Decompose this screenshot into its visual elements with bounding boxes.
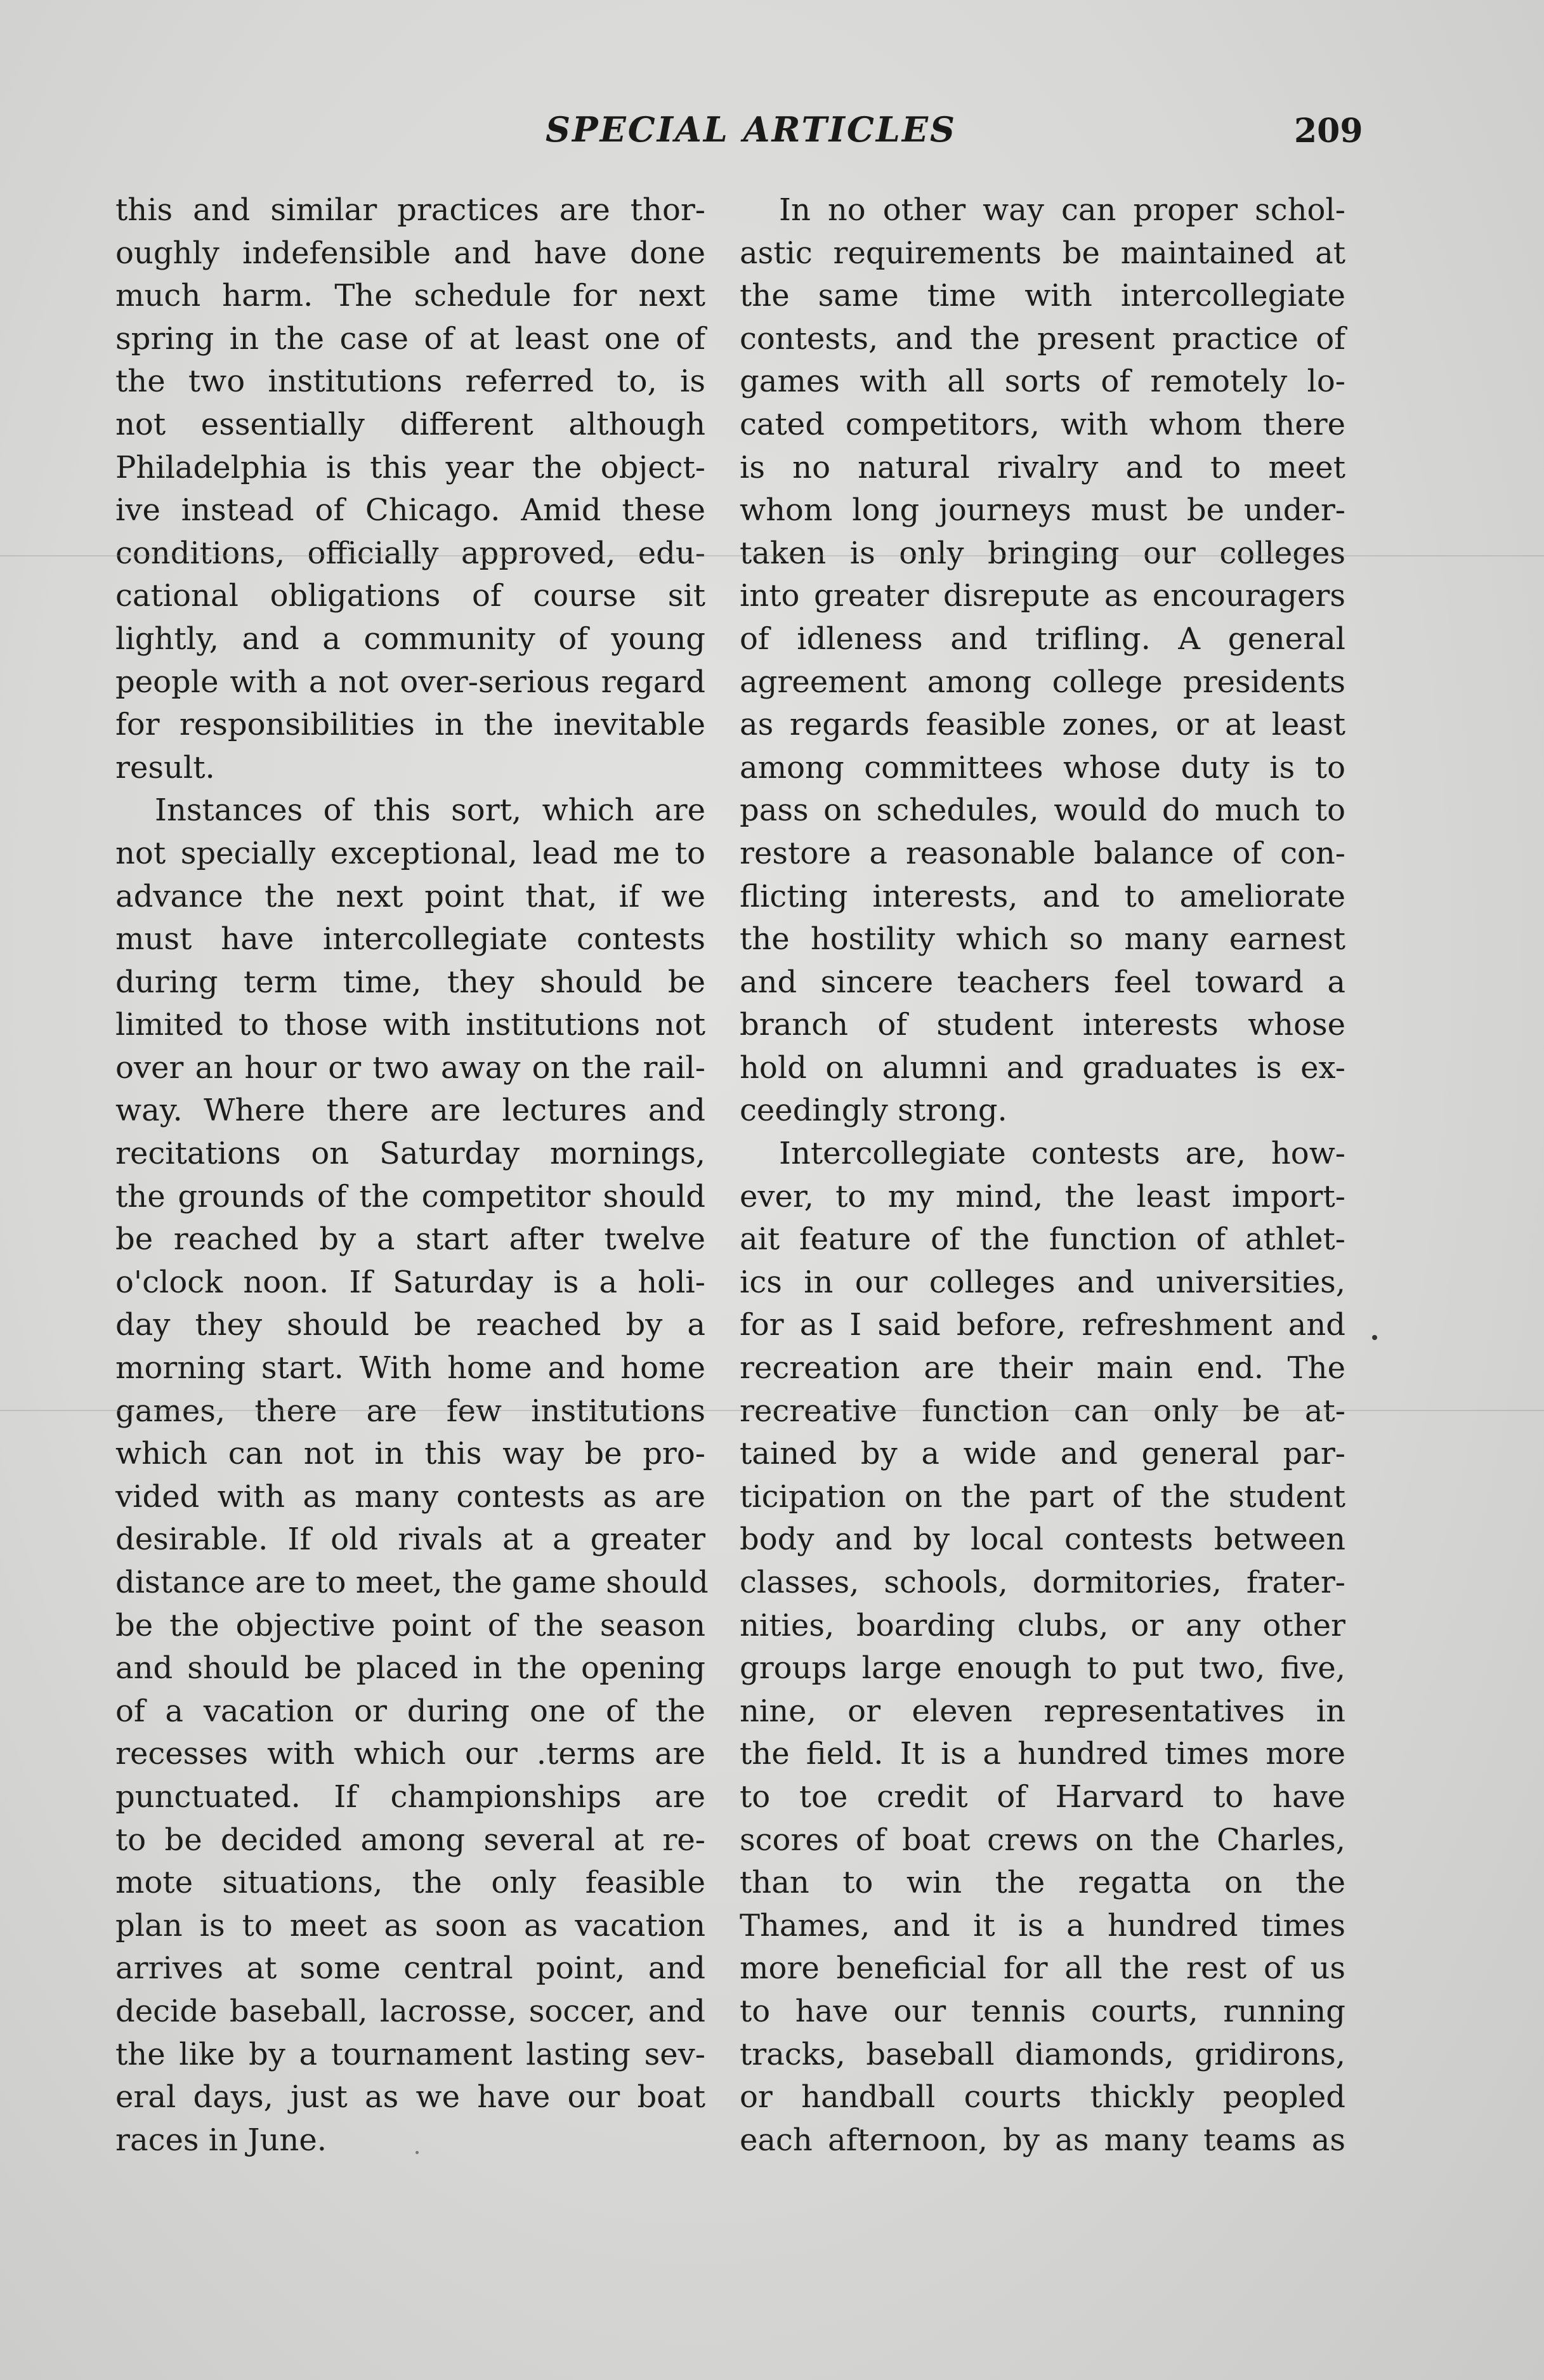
text-line: eral days, just as we have our boat — [115, 2079, 705, 2115]
text-line: Thames, and it is a hundred times — [740, 1907, 1345, 1943]
right-column — [740, 189, 1345, 2162]
text-line: games with all sorts of remotely lo- — [740, 364, 1345, 400]
text-line: decide baseball, lacrosse, soccer, and — [115, 1993, 705, 2029]
text-line: than to win the regatta on the — [740, 1865, 1345, 1901]
text-line: be reached by a start after twelve — [115, 1221, 705, 1258]
text-line: lightly, and a community of young — [115, 621, 705, 657]
text-line: the like by a tournament lasting sev- — [115, 2036, 705, 2072]
text-line: cational obligations of course sit — [115, 578, 705, 614]
text-line: ait feature of the function of athlet- — [740, 1221, 1345, 1258]
ink-speck — [1372, 1335, 1377, 1340]
running-head: SPECIAL ARTICLES — [546, 109, 957, 150]
text-line: of idleness and trifling. A general — [740, 621, 1345, 657]
text-line: ticipation on the part of the student — [740, 1478, 1345, 1515]
text-line: morning start. With home and home — [115, 1350, 705, 1386]
text-line: which can not in this way be pro- — [115, 1436, 705, 1472]
text-line: and should be placed in the opening — [115, 1650, 705, 1686]
text-line: more beneficial for all the rest of us — [740, 1950, 1345, 1987]
text-line: cated competitors, with whom there — [740, 406, 1345, 442]
text-line: pass on schedules, would do much to — [740, 792, 1345, 829]
text-line: this and similar practices are thor- — [115, 192, 705, 228]
text-line: nities, boarding clubs, or any other — [740, 1607, 1345, 1643]
text-line: or handball courts thickly peopled — [740, 2079, 1345, 2115]
paragraph-end-line: races in June. — [115, 2122, 327, 2158]
text-line: mote situations, the only feasible — [115, 1865, 705, 1901]
text-line: recreation are their main end. The — [740, 1350, 1345, 1386]
text-line: classes, schools, dormitories, frater- — [740, 1565, 1345, 1600]
text-line: hold on alumni and graduates is ex- — [740, 1049, 1345, 1086]
ink-speck — [415, 2151, 419, 2154]
text-line: people with a not over-serious regard — [115, 664, 705, 700]
text-line: vided with as many contests as are — [115, 1478, 705, 1515]
text-line: agreement among college presidents — [740, 664, 1345, 700]
text-line: branch of student interests whose — [740, 1007, 1345, 1043]
left-column — [115, 189, 709, 2162]
text-line: must have intercollegiate contests — [115, 921, 705, 957]
text-line: distance are to meet, the game should — [115, 1565, 709, 1600]
text-line: not specially exceptional, lead me to — [115, 835, 705, 871]
text-line: limited to those with institutions not — [115, 1007, 705, 1043]
text-line: the grounds of the competitor should — [115, 1178, 705, 1214]
text-line: over an hour or two away on the rail- — [115, 1049, 705, 1086]
text-line: whom long journeys must be under- — [740, 492, 1345, 529]
paragraph-start-line: Instances of this sort, which are — [155, 792, 705, 829]
text-line: the hostility which so many earnest — [740, 921, 1345, 957]
text-line: plan is to meet as soon as vacation — [115, 1907, 705, 1943]
text-line: much harm. The schedule for next — [115, 278, 705, 314]
text-line: advance the next point that, if we — [115, 878, 705, 914]
text-line: ive instead of Chicago. Amid these — [115, 492, 705, 529]
text-line: each afternoon, by as many teams as — [740, 2122, 1345, 2158]
text-line: way. Where there are lectures and — [115, 1093, 705, 1129]
text-line: as regards feasible zones, or at least — [740, 707, 1345, 743]
text-line: among committees whose duty is to — [740, 749, 1345, 786]
text-line: arrives at some central point, and — [115, 1950, 705, 1987]
scan-line-artifact — [0, 1410, 1544, 1411]
text-line: tracks, baseball diamonds, gridirons, — [740, 2036, 1345, 2072]
text-line: astic requirements be maintained at — [740, 235, 1345, 271]
text-line: the field. It is a hundred times more — [740, 1736, 1345, 1772]
text-line: flicting interests, and to ameliorate — [740, 878, 1345, 914]
text-line: ics in our colleges and universities, — [740, 1264, 1345, 1300]
text-line: nine, or eleven representatives in — [740, 1693, 1345, 1729]
text-line: scores of boat crews on the Charles, — [740, 1822, 1345, 1858]
text-line: recreative function can only be at- — [740, 1393, 1345, 1429]
text-line: to have our tennis courts, running — [740, 1993, 1345, 2029]
text-line: during term time, they should be — [115, 964, 705, 1000]
text-line: the two institutions referred to, is — [115, 364, 705, 400]
paragraph-start-line: In no other way can proper schol- — [779, 192, 1345, 228]
text-line: oughly indefensible and have done — [115, 235, 705, 271]
text-line: recesses with which our .terms are — [115, 1736, 705, 1772]
text-line: desirable. If old rivals at a greater — [115, 1522, 705, 1558]
text-line: groups large enough to put two, five, — [740, 1650, 1345, 1686]
text-line: taken is only bringing our colleges — [740, 535, 1345, 571]
text-line: day they should be reached by a — [115, 1307, 705, 1343]
text-line: o'clock noon. If Saturday is a holi- — [115, 1264, 705, 1300]
paragraph-end-line: ceedingly strong. — [740, 1093, 1007, 1129]
text-line: ever, to my mind, the least import- — [740, 1178, 1345, 1214]
text-line: punctuated. If championships are — [115, 1778, 705, 1815]
text-line: is no natural rivalry and to meet — [740, 449, 1345, 485]
text-line: contests, and the present practice of — [740, 320, 1345, 357]
paragraph-end-line: result. — [115, 749, 215, 786]
text-line: the same time with intercollegiate — [740, 278, 1345, 314]
text-line: restore a reasonable balance of con- — [740, 835, 1345, 871]
paragraph-start-line: Intercollegiate contests are, how- — [779, 1136, 1345, 1172]
text-line: recitations on Saturday mornings, — [115, 1136, 705, 1172]
text-line: and sincere teachers feel toward a — [740, 964, 1345, 1000]
text-line: for responsibilities in the inevitable — [115, 707, 705, 743]
text-line: tained by a wide and general par- — [740, 1436, 1345, 1472]
scan-line-artifact — [0, 555, 1544, 556]
text-line: into greater disrepute as encouragers — [740, 578, 1345, 614]
text-line: Philadelphia is this year the object- — [115, 449, 705, 485]
text-line: conditions, officially approved, edu- — [115, 535, 705, 571]
text-line: for as I said before, refreshment and — [740, 1307, 1345, 1343]
text-line: be the objective point of the season — [115, 1607, 705, 1643]
text-line: of a vacation or during one of the — [115, 1693, 705, 1729]
text-line: to toe credit of Harvard to have — [740, 1778, 1345, 1815]
text-line: not essentially different although — [115, 406, 705, 442]
page-number: 209 — [1294, 112, 1363, 150]
text-line: games, there are few institutions — [115, 1393, 705, 1429]
text-line: to be decided among several at re- — [115, 1822, 705, 1858]
text-line: spring in the case of at least one of — [115, 320, 705, 357]
text-line: body and by local contests between — [740, 1522, 1345, 1558]
